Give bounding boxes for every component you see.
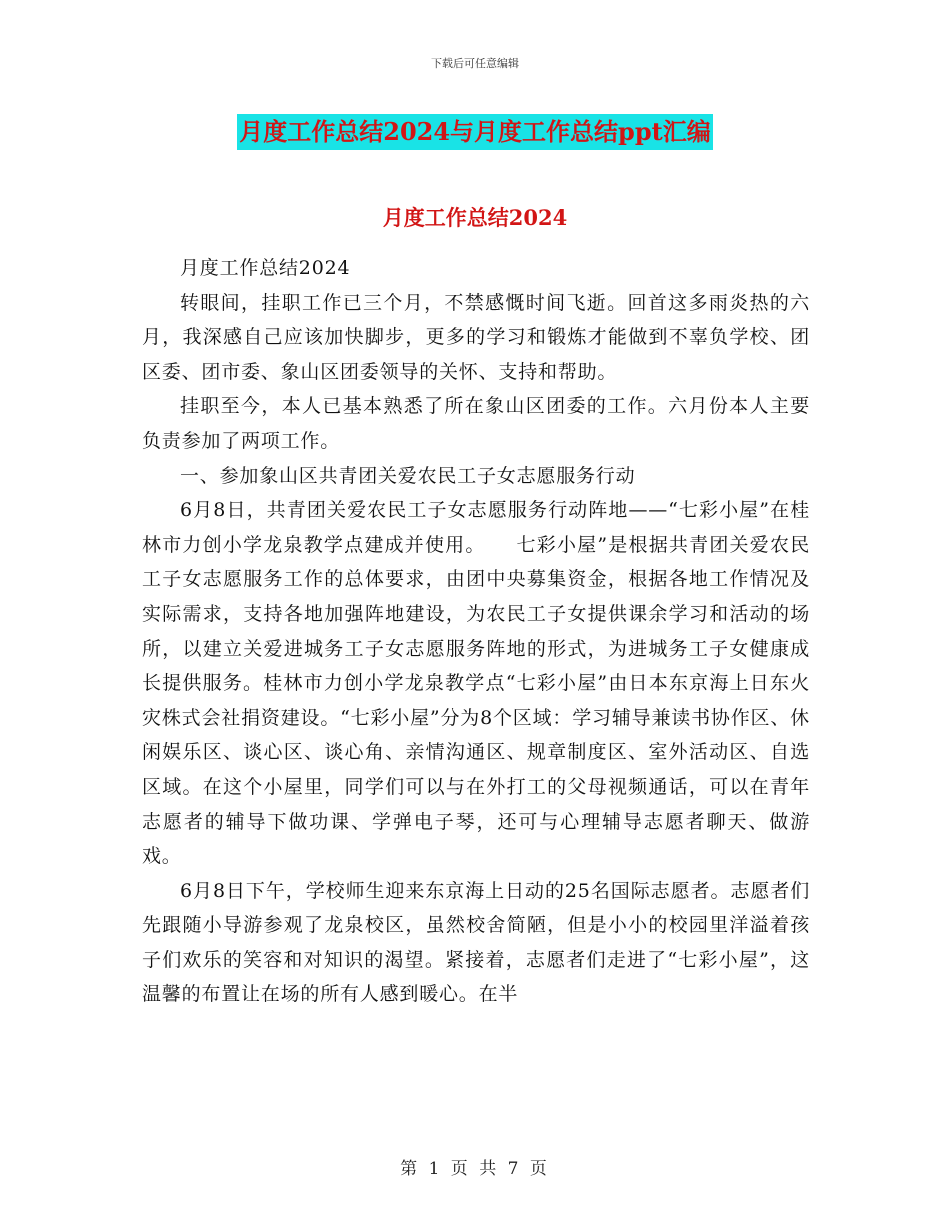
paragraph: 一、参加象山区共青团关爱农民工子女志愿服务行动	[180, 464, 636, 487]
paragraph: 转眼间，挂职工作已三个月，不禁感慨时间飞逝。回首这多雨炎热的六月，我深感自己应该加快脚步，更多的学习和锻炼才能做到不辜负学校、团区委、团市委、象山区团委领导的关怀、支持和帮助。	[142, 291, 810, 383]
page-number-footer: 第 1 页 共 7 页	[400, 1159, 550, 1179]
paragraph: 6月8日下午，学校师生迎来东京海上日动的25名国际志愿者。志愿者们先跟随小导游参观了龙泉校区，虽然校舍简陋，但是小小的校园里洋溢着孩子们欢乐的笑容和对知识的渴望。紧接着，志愿者们走进了“七彩小屋”，这温馨的布置让在场的所有人感到暖心。在半	[142, 879, 810, 1006]
main-title: 月度工作总结2024与月度工作总结ppt汇编	[237, 114, 712, 150]
document-body	[142, 251, 810, 1012]
paragraph: 月度工作总结2024	[180, 257, 351, 279]
section-title: 月度工作总结2024	[382, 205, 568, 230]
header-note: 下载后可任意编辑	[431, 57, 519, 70]
paragraph: 挂职至今，本人已基本熟悉了所在象山区团委的工作。六月份本人主要负责参加了两项工作。	[142, 395, 810, 452]
main-title-container	[0, 114, 950, 150]
paragraph: 6月8日，共青团关爱农民工子女志愿服务行动阵地——“七彩小屋”在桂林市力创小学龙泉教学点建成并使用。 七彩小屋”是根据共青团关爱农民工子女志愿服务工作的总体要求，由团中央募集资金，根据各地工作情况及实际需求，支持各地加强阵地建设，为农民工子女提供课余学习和活动的场所，以建立关爱进城务工子女志愿服务阵地的形式，为进城务工子女健康成长提供服务。桂林市力创小学龙泉教学点“七彩小屋”由日本东京海上日东火灾株式会社捐资建设。“七彩小屋”分为8个区域：学习辅导兼读书协作区、休闲娱乐区、谈心区、谈心角、亲情沟通区、规章制度区、室外活动区、自选区域。在这个小屋里，同学们可以与在外打工的父母视频通话，可以在青年志愿者的辅导下做功课、学弹电子琴，还可与心理辅导志愿者聊天、做游戏。	[142, 499, 810, 868]
